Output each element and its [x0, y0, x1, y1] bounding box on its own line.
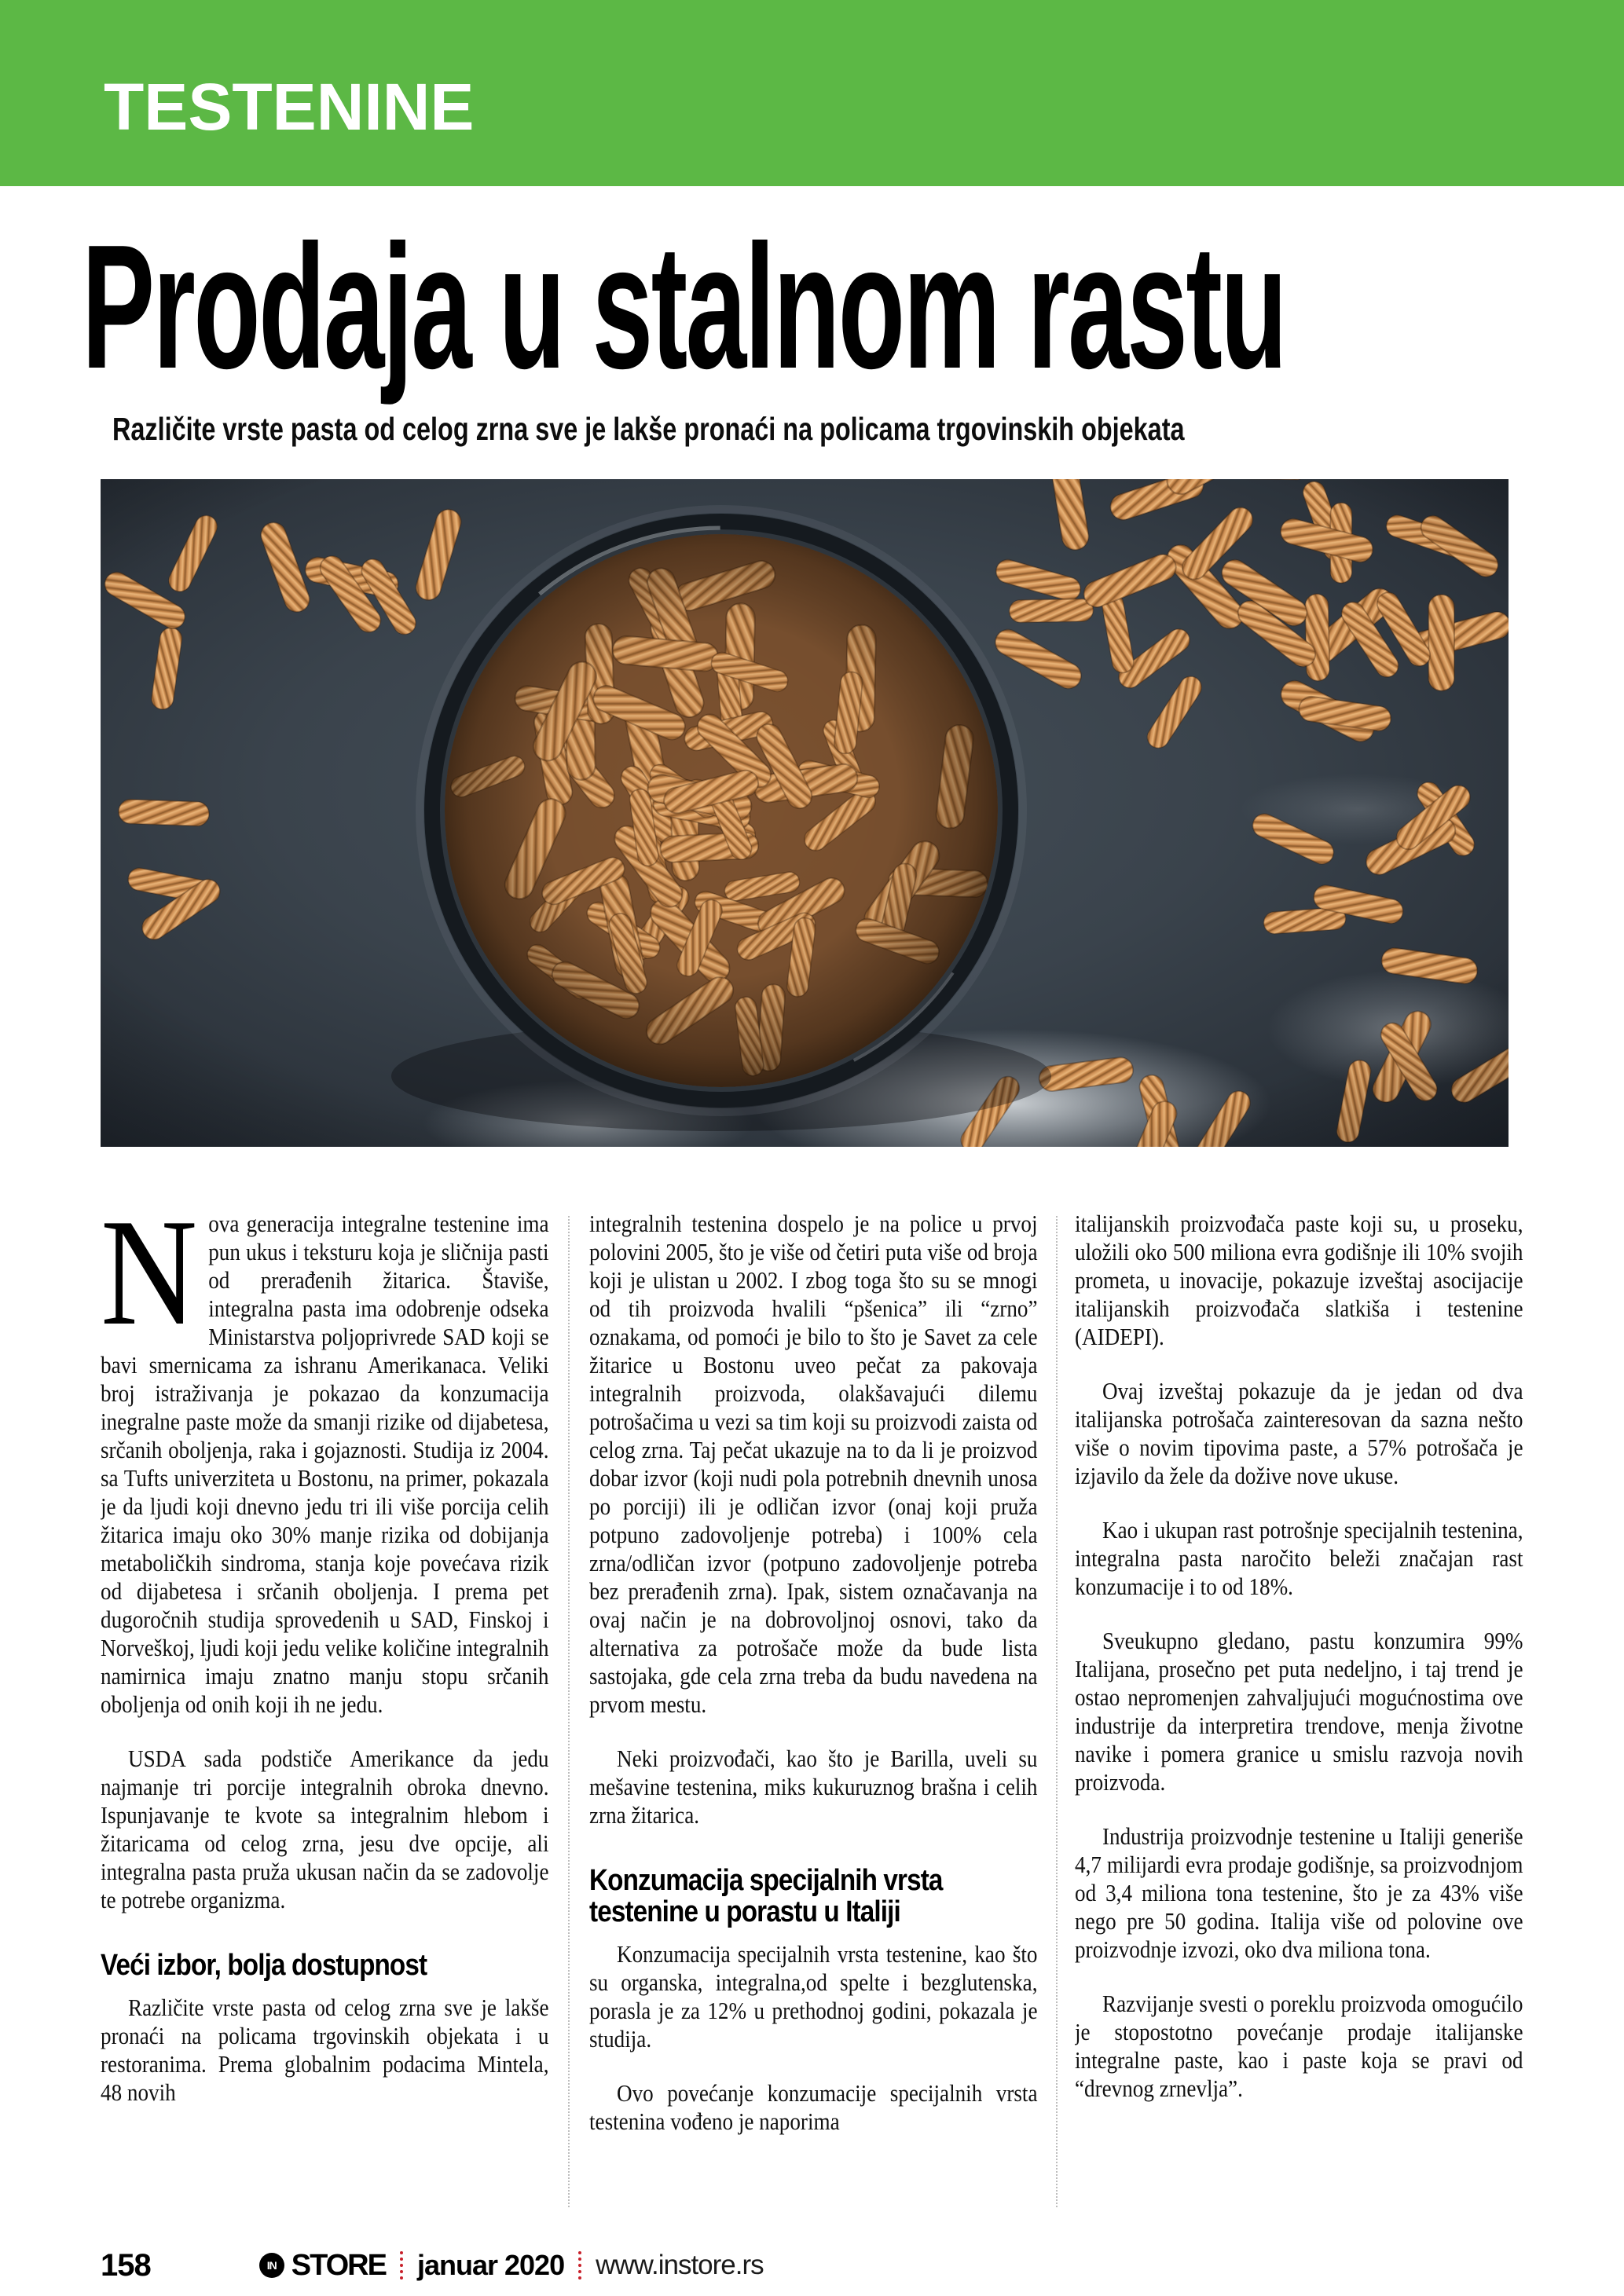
body-paragraph: Ovo povećanje konzumacije specijalnih vrsta testenina vođeno je naporima [589, 2079, 1038, 2135]
body-paragraph: Konzumacija specijalnih vrsta testenine, kao što su organska, integralna,od spelte i bezglutenska, porasla je za 12% u prethodnoj godini, pokazala je studija. [589, 1940, 1038, 2052]
body-paragraph: Razvijanje svesti o poreklu proizvoda omogućilo je stopostotno povećanje prodaje italijanske integralne paste, kao i paste koja se pravi od “drevnog zrnevlja”. [1075, 1990, 1523, 2102]
text-column-1 [101, 1210, 552, 2225]
category-banner [0, 0, 1624, 186]
kicker-label: TESTENINE [104, 70, 475, 144]
column-divider [568, 1216, 570, 2207]
footer-separator [578, 2251, 581, 2280]
article-subtitle [112, 412, 1469, 447]
body-paragraph [101, 1210, 549, 1719]
body-paragraph: Neki proizvođači, kao što je Barilla, uveli su mešavine testenina, miks kukuruznog brašna i celih zrna žitarica. [589, 1745, 1038, 1829]
column-divider [1056, 1216, 1058, 2207]
article-title [82, 207, 1624, 405]
website-url[interactable]: www.instore.rs [596, 2250, 764, 2280]
body-paragraph: Ovaj izveštaj pokazuje da je jedan od dva italijanska potrošača zainteresovan da sazna nešto više o novim tipovima paste, a 57% potrošača je izjavilo da žele da dožive nove ukuse. [1075, 1377, 1523, 1489]
body-paragraph: USDA sada podstiče Amerikance da jedu najmanje tri porcije integralnih obroka dnevno. Ispunjavanje te kvote sa integralnim hlebom i žitaricama od celog zrna, jesu dve opcije, ali integralna pasta pruža ukusan način da se zadovolje te potrebe organizma. [101, 1745, 549, 1913]
text-column-3 [1075, 1210, 1523, 2225]
body-paragraph: Kao i ukupan rast potrošnje specijalnih testenina, integralna pasta naročito beleži značajan rast konzumacije i to od 18%. [1075, 1516, 1523, 1600]
body-paragraph: italijanskih proizvođača paste koji su, u proseku, uložili oko 500 miliona evra godišnje ili 10% svojih prometa, u inovacije, pokazuje izveštaj asocijacije italijanskih proizvođača slatkiša i testenine (AIDEPI). [1075, 1210, 1523, 1350]
section-heading: Konzumacija specijalnih vrsta testenine u porastu u Italiji [589, 1864, 943, 1928]
footer-brand [259, 2249, 764, 2283]
drop-cap: N [101, 1210, 198, 1357]
body-paragraph: Industrija proizvodnje testenine u Italiji generiše 4,7 milijardi evra prodaje godišnje, sa proizvodnjom od 3,4 miliona tona testenine, što je za 43% više nego pre 50 godina. Italija više od polovine ove proizvodnje izvozi, oko dva miliona tona. [1075, 1822, 1523, 1963]
article-body [101, 1210, 1523, 2225]
body-paragraph: Različite vrste pasta od celog zrna sve je lakše pronaći na policama trgovinskih objekata i u restoranima. Prema globalnim podacima Mintela, 48 novih [101, 1994, 549, 2106]
page-number: 158 [101, 2247, 151, 2283]
brand-store-label: STORE [291, 2248, 386, 2282]
instore-logo-icon: IN [259, 2253, 284, 2278]
article-title-text: Prodaja u stalnom rastu [82, 207, 1286, 405]
pasta-photo [101, 479, 1509, 1147]
footer-separator [400, 2251, 403, 2280]
section-heading: Veći izbor, bolja dostupnost [101, 1949, 427, 1982]
issue-date: januar 2020 [416, 2249, 565, 2281]
body-paragraph-text: ova generacija integralne testenine ima pun ukus i teksturu koja je sličnija pasti od prerađenih žitarica. Štaviše, integralna pasta ima odobrenje odseka Ministarstva poljoprivrede SAD koji se bavi smernicama za ishranu Amerikanaca. Veliki broj istraživanja je pokazao da konzumacija inegralne paste može da smanji rizike od dijabetesa, srčanih oboljenja, raka i gojaznosti. Studija iz 2004. sa Tufts univerziteta u Bostonu, na primer, pokazala je da ljudi koji dnevno jedu tri ili više porcija celih žitarica imaju oko 30% manje rizika od dobijanja metaboličkih sindroma, stanja koje povećava rizik od dijabetesa i srčanih oboljenja. I prema pet dugoročnih studija sprovedenih u SAD, Finskoj i Norveškoj, ljudi koji jedu velike količine integralnih namirnica imaju znatno manju stopu srčanih oboljenja od onih koji ih ne jedu. [101, 1210, 549, 1718]
pasta-photo-illustration [101, 479, 1509, 1147]
body-paragraph: integralnih testenina dospelo je na police u prvoj polovini 2005, što je više od četiri puta više od broja koji je ulistan u 2002. I zbog toga što su se mnogi od tih proizvoda hvalili “pšenica” ili “zrno” oznakama, od pomoći je bilo to što je Savet za cele žitarice u Bostonu uveo pečat za pakovaja integralnih proizvoda, olakšavajući dilemu potrošačima u vezi sa tim koji su proizvodi zaista od celog zrna. Taj pečat ukazuje na to da li je proizvod dobar izvor (koji nudi pola potrebnih dnevnih unosa po porciji) ili je odličan izvor (onaj koji pruža potpuno zadovoljenje potreba) i 100% cela zrna/odličan izvor (potpuno zadovoljenje potreba bez prerađenih zrna). Ipak, sistem označavanja na ovaj način je na dobrovoljnoj osnovi, tako da alternativa za potrošače može da bude lista sastojaka, gde cela zrna treba da budu navedena na prvom mestu. [589, 1210, 1038, 1718]
article-subtitle-text: Različite vrste pasta od celog zrna sve je lakše pronaći na policama trgovinskih objekata [112, 411, 1185, 447]
page-footer [101, 2245, 1523, 2286]
body-paragraph: Sveukupno gledano, pastu konzumira 99% Italijana, prosečno pet puta nedeljno, i taj trend je ostao nepromenjen zahvaljujući mogućnostima ove industrije da interpretira trendove, menja životne navike i pomera granice u smislu razvoja novih proizvoda. [1075, 1627, 1523, 1796]
text-column-2 [589, 1210, 1041, 2225]
